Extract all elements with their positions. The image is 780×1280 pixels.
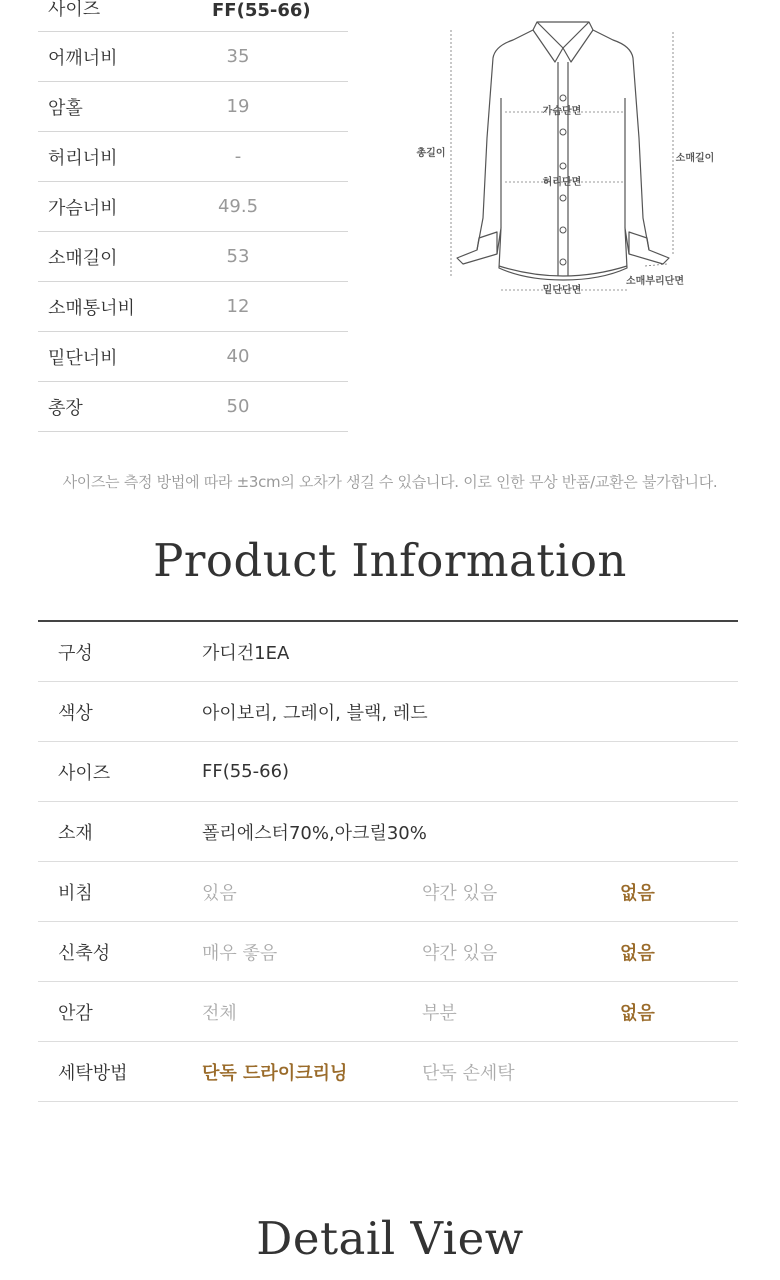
size-row-label: 소매통너비 <box>48 297 135 319</box>
shirt-measurement-diagram <box>405 18 735 308</box>
option-selected: 없음 <box>620 1002 655 1024</box>
size-row-label: 허리너비 <box>48 147 118 169</box>
size-row <box>38 132 348 182</box>
size-row-value: 35 <box>226 46 250 67</box>
product-information-title: Product Information <box>153 534 627 587</box>
detail-view-title: Detail View <box>256 1212 524 1265</box>
option-value: 전체 <box>202 1002 237 1024</box>
option-row <box>38 1042 738 1102</box>
size-row-value: - <box>234 146 242 167</box>
info-row <box>38 682 738 742</box>
option-row <box>38 862 738 922</box>
product-information-table <box>38 620 738 1102</box>
size-row <box>38 82 348 132</box>
size-disclaimer: 사이즈는 측정 방법에 따라 ±3cm의 오차가 생길 수 있습니다. 이로 인한 무상 반품/교환은 불가합니다. <box>62 473 718 491</box>
size-header-label: 사이즈 <box>48 0 101 20</box>
size-row-label: 총장 <box>48 397 83 419</box>
info-row-label: 사이즈 <box>58 762 111 784</box>
option-row <box>38 982 738 1042</box>
option-value: 단독 손세탁 <box>422 1062 515 1084</box>
sleeve-length-label: 소매길이 <box>675 153 715 164</box>
size-row-label: 가슴너비 <box>48 197 118 219</box>
shirt-illustration <box>405 18 735 308</box>
size-row-label: 암홀 <box>48 97 83 119</box>
size-row-value: 19 <box>226 96 250 117</box>
info-row <box>38 622 738 682</box>
info-row-value: 아이보리, 그레이, 블랙, 레드 <box>202 702 428 724</box>
chest-label: 가슴단면 <box>542 106 582 117</box>
total-length-label: 총길이 <box>416 148 446 159</box>
size-table <box>38 0 348 432</box>
size-row-value: 53 <box>226 246 250 267</box>
size-row <box>38 182 348 232</box>
size-row <box>38 382 348 432</box>
size-row-label: 소매길이 <box>48 247 118 269</box>
option-row-label: 비침 <box>58 882 93 904</box>
option-row-label: 신축성 <box>58 942 111 964</box>
option-value: 있음 <box>202 882 237 904</box>
size-row <box>38 32 348 82</box>
size-row-value: 12 <box>226 296 250 317</box>
option-value: 약간 있음 <box>422 942 498 964</box>
size-row-value: 50 <box>226 396 250 417</box>
option-row <box>38 922 738 982</box>
option-selected: 없음 <box>620 942 655 964</box>
info-row-label: 소재 <box>58 822 93 844</box>
option-selected: 단독 드라이크리닝 <box>202 1062 348 1084</box>
hem-label: 밑단단면 <box>542 285 582 296</box>
size-row <box>38 232 348 282</box>
info-row-value: FF(55-66) <box>202 761 290 782</box>
info-row <box>38 742 738 802</box>
size-header-value: FF(55-66) <box>212 0 311 21</box>
info-row-label: 구성 <box>58 642 93 664</box>
option-selected: 없음 <box>620 882 655 904</box>
option-value: 부분 <box>422 1002 457 1024</box>
option-value: 매우 좋음 <box>202 942 278 964</box>
size-row-value: 40 <box>226 346 250 367</box>
size-row-value: 49.5 <box>217 196 259 217</box>
size-row-label: 어깨너비 <box>48 47 118 69</box>
cuff-label: 소매부리단면 <box>626 276 684 287</box>
option-value: 약간 있음 <box>422 882 498 904</box>
info-row-value: 폴리에스터70%,아크릴30% <box>202 822 427 844</box>
size-row <box>38 332 348 382</box>
info-row-value: 가디건1EA <box>202 642 290 664</box>
waist-label: 허리단면 <box>542 177 582 188</box>
info-row <box>38 802 738 862</box>
option-row-label: 세탁방법 <box>58 1062 128 1084</box>
option-row-label: 안감 <box>58 1002 93 1024</box>
size-row-label: 밑단너비 <box>48 347 118 369</box>
info-row-label: 색상 <box>58 702 93 724</box>
size-table-header <box>38 0 348 32</box>
size-row <box>38 282 348 332</box>
